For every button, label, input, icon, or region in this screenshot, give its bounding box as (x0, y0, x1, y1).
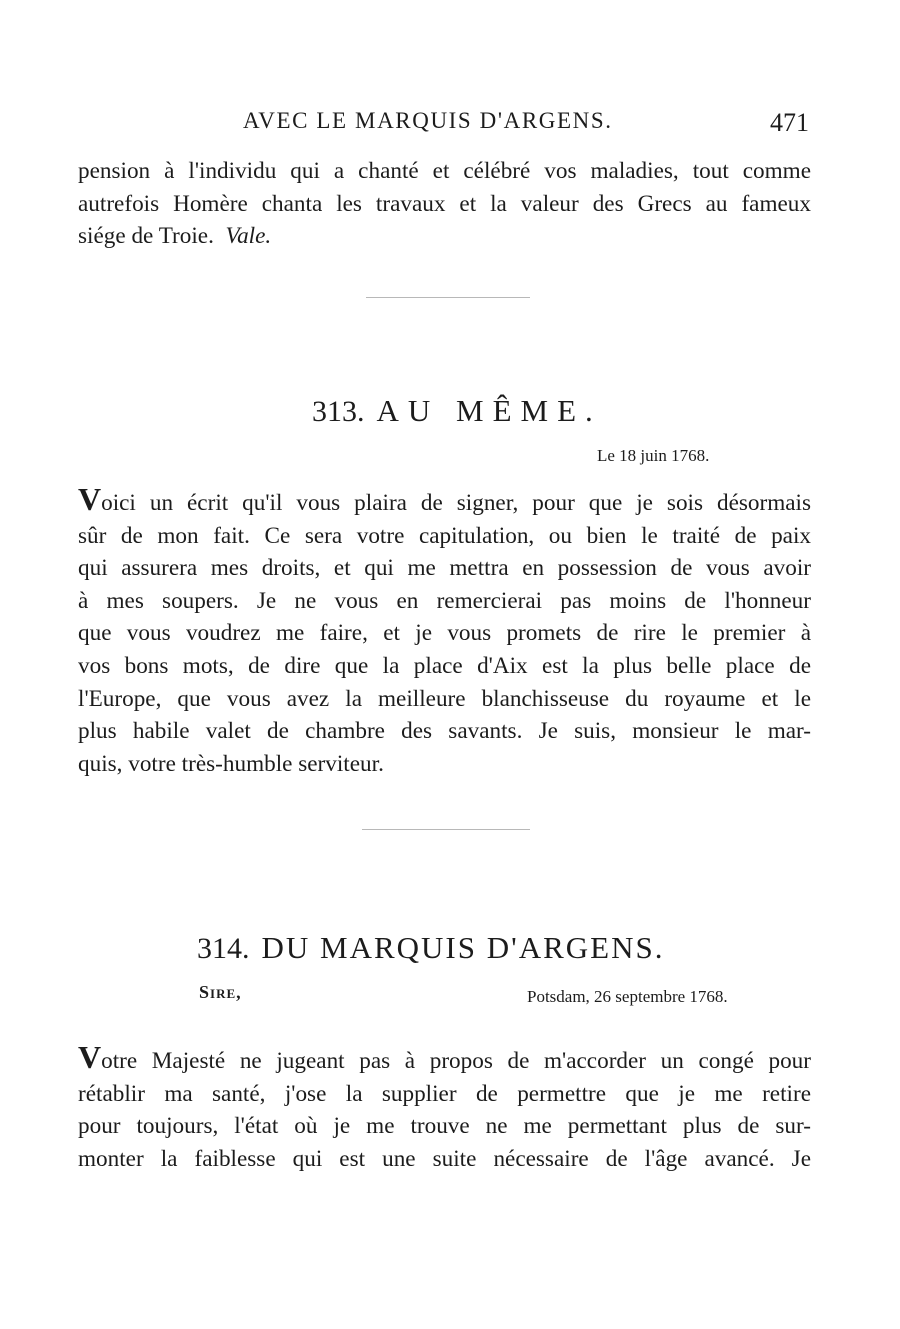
text-line: à mes soupers. Je ne vous en remercierai pas moins de l'honneur (78, 587, 811, 614)
closing-vale: Vale. (225, 223, 272, 250)
salutation: Sire, (199, 982, 242, 1002)
text-line (78, 483, 811, 520)
text-line: vos bons mots, de dire que la place d'Aix est la plus belle place de (78, 652, 811, 679)
running-title: AVEC LE MARQUIS D'ARGENS. (243, 108, 613, 133)
letter-number: 313. (312, 395, 365, 428)
text-line: que vous voudrez me faire, et je vous promets de rire le premier à (78, 620, 811, 647)
text-line: monter la faiblesse qui est une suite nécessaire de l'âge avancé. Je (78, 1145, 811, 1172)
letter-heading (197, 930, 664, 966)
dateline: Potsdam, 26 septembre 1768. (527, 987, 728, 1006)
drop-cap: V (78, 481, 102, 517)
letter-title: AU MÊME. (376, 393, 602, 428)
text-line: qui assurera mes droits, et qui me mettra en possession de vous avoir (78, 555, 811, 582)
text-line: quis, votre très-humble serviteur. (78, 750, 384, 777)
section-separator (366, 297, 530, 298)
letter-body (78, 483, 811, 780)
text-line: plus habile valet de chambre des savants. Je suis, monsieur le mar- (78, 718, 811, 745)
section-separator (362, 829, 530, 830)
text-line-body: oici un écrit qu'il vous plaira de signer, pour que je sois désormais (101, 490, 811, 516)
running-head (0, 108, 900, 142)
text-line-body: siége de Troie. (78, 223, 214, 250)
text-line: l'Europe, que vous avez la meilleure blanchisseuse du royaume et le (78, 685, 811, 712)
letter-title: DU MARQUIS D'ARGENS. (261, 930, 665, 965)
text-line: rétablir ma santé, j'ose la supplier de permettre que je me retire (78, 1080, 811, 1107)
text-line: pension à l'individu qui a chanté et célébré vos maladies, tout comme (78, 158, 811, 184)
dateline: Le 18 juin 1768. (597, 446, 710, 465)
text-line (78, 1041, 811, 1078)
text-line-body: otre Majesté ne jugeant pas à propos de m'accorder un congé pour (101, 1048, 811, 1074)
continuation-paragraph (78, 155, 811, 253)
letter-number: 314. (197, 932, 250, 965)
text-line: pour toujours, l'état où je me trouve ne me permettant plus de sur- (78, 1113, 811, 1140)
page-number: 471 (770, 108, 809, 137)
text-line: sûr de mon fait. Ce sera votre capitulation, ou bien le traité de paix (78, 522, 811, 549)
letter-body (78, 1041, 811, 1175)
letter-heading (312, 393, 602, 429)
text-line: autrefois Homère chanta les travaux et la valeur des Grecs au fameux (78, 190, 811, 217)
drop-cap: V (78, 1039, 102, 1075)
text-line (78, 220, 811, 253)
